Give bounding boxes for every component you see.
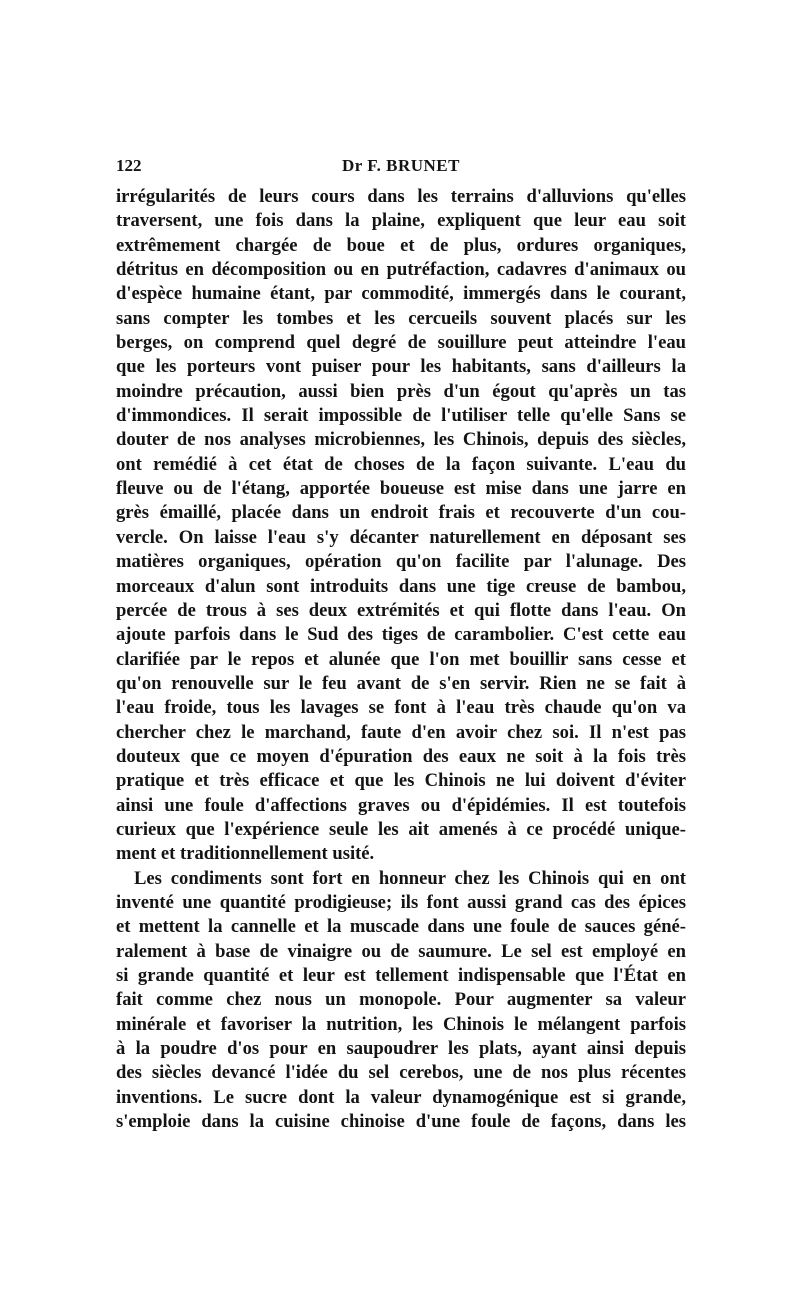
text-line: extrêmement chargée de boue et de plus, ordures organiques, — [116, 234, 686, 256]
text-line: inventé une quantité prodigieuse; ils font aussi grand cas des épices — [116, 891, 686, 913]
text-line: détritus en décomposition ou en putréfaction, cadavres d'animaux ou — [116, 259, 686, 281]
text-line: ont remédié à cet état de choses de la façon suivante. L'eau du — [116, 453, 686, 475]
text-line: Les condiments sont fort en honneur chez les Chinois qui en ont — [134, 867, 686, 889]
text-line: que les porteurs vont puiser pour les habitants, sans d'ailleurs la — [116, 356, 686, 378]
text-line: vercle. On laisse l'eau s'y décanter naturellement en déposant ses — [116, 526, 686, 548]
text-line: clarifiée par le repos et alunée que l'on met bouillir sans cesse et — [116, 648, 686, 670]
text-line: ainsi une foule d'affections graves ou d'épidémies. Il est toutefois — [116, 794, 686, 816]
text-line: l'eau froide, tous les lavages se font à l'eau très chaude qu'on va — [116, 697, 686, 719]
text-line: ajoute parfois dans le Sud des tiges de carambolier. C'est cette eau — [116, 624, 686, 646]
text-line: et mettent la cannelle et la muscade dans une foule de sauces géné- — [116, 916, 686, 938]
text-line: curieux que l'expérience seule les ait amenés à ce procédé unique- — [116, 818, 686, 840]
text-line: berges, on comprend quel degré de souillure peut atteindre l'eau — [116, 332, 686, 354]
text-line: inventions. Le sucre dont la valeur dynamogénique est si grande, — [116, 1086, 686, 1108]
text-line: douter de nos analyses microbiennes, les Chinois, depuis des siècles, — [116, 429, 686, 451]
text-line: ment et traditionnellement usité. — [116, 843, 375, 865]
body-text — [116, 185, 686, 1134]
text-line: matières organiques, opération qu'on facilite par l'alunage. Des — [116, 551, 686, 573]
text-line: chercher chez le marchand, faute d'en avoir chez soi. Il n'est pas — [116, 721, 686, 743]
text-line: d'immondices. Il serait impossible de l'utiliser telle qu'elle Sans se — [116, 405, 686, 427]
text-line: minérale et favoriser la nutrition, les Chinois le mélangent parfois — [116, 1013, 686, 1035]
text-line: douteux que ce moyen d'épuration des eaux ne soit à la fois très — [116, 745, 686, 767]
page-number: 122 — [116, 156, 142, 175]
header-title: Dr F. BRUNET — [342, 156, 460, 175]
text-line: pratique et très efficace et que les Chinois ne lui doivent d'éviter — [116, 770, 686, 792]
text-line: fleuve ou de l'étang, apportée boueuse est mise dans une jarre en — [116, 478, 686, 500]
text-line: d'espèce humaine étant, par commodité, immergés dans le courant, — [116, 283, 686, 305]
running-head — [116, 156, 686, 182]
text-line: percée de trous à ses deux extrémités et qui flotte dans l'eau. On — [116, 599, 686, 621]
text-line: grès émaillé, placée dans un endroit frais et recouverte d'un cou- — [116, 502, 686, 524]
text-line: sans compter les tombes et les cercueils souvent placés sur les — [116, 307, 686, 329]
text-line: ralement à base de vinaigre ou de saumure. Le sel est employé en — [116, 940, 686, 962]
text-line: qu'on renouvelle sur le feu avant de s'en servir. Rien ne se fait à — [116, 672, 686, 694]
text-line: morceaux d'alun sont introduits dans une tige creuse de bambou, — [116, 575, 686, 597]
text-line: à la poudre d'os pour en saupoudrer les plats, ayant ainsi depuis — [116, 1038, 686, 1060]
text-line: s'emploie dans la cuisine chinoise d'une foule de façons, dans les — [116, 1111, 686, 1133]
paragraph — [116, 867, 686, 1135]
text-line: irrégularités de leurs cours dans les terrains d'alluvions qu'elles — [116, 186, 686, 207]
paragraph — [116, 185, 686, 867]
text-line: des siècles devancé l'idée du sel cerebos, une de nos plus récentes — [116, 1062, 686, 1084]
text-line: traversent, une fois dans la plaine, expliquent que leur eau soit — [116, 210, 686, 232]
text-line: fait comme chez nous un monopole. Pour augmenter sa valeur — [116, 989, 686, 1011]
text-line: si grande quantité et leur est tellement indispensable que l'État en — [116, 965, 686, 986]
text-line: moindre précaution, aussi bien près d'un égout qu'après un tas — [116, 380, 686, 402]
